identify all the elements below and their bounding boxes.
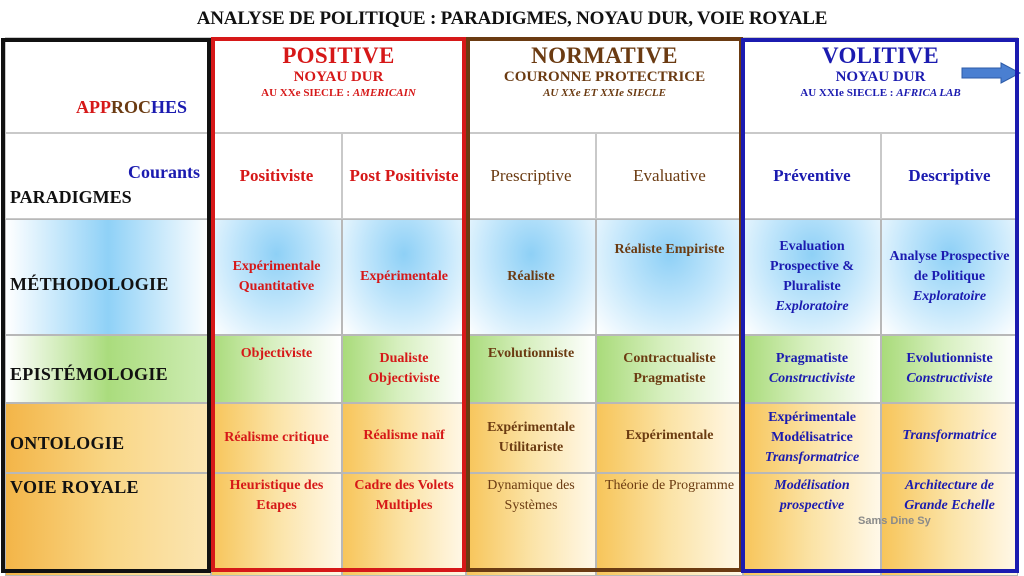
cell-meth-evaluative: Réaliste Empiriste <box>596 219 743 335</box>
cell-ont-preventive-main: Expérimentale Modélisatrice <box>768 410 856 445</box>
row-label-epistemologie: EPISTÉMOLOGIE <box>10 364 168 384</box>
cell-epi-preventive <box>743 335 881 403</box>
row-label-methodologie: MÉTHODOLOGIE <box>10 274 169 294</box>
cell-epi-descriptive-italic: Constructiviste <box>906 371 993 386</box>
cell-meth-descriptive <box>881 219 1018 335</box>
cell-ont-descriptive-italic: Transformatrice <box>902 428 997 443</box>
cell-epi-positiviste: Objectiviste <box>211 335 342 403</box>
positive-header <box>211 44 466 100</box>
cell-ont-preventive <box>743 403 881 473</box>
courant-evaluative: Evaluative <box>596 133 743 219</box>
cell-ont-post-positiviste: Réalisme naïf <box>342 403 466 473</box>
cell-epi-descriptive <box>881 335 1018 403</box>
cell-voie-positiviste: Heuristique des Etapes <box>211 473 342 576</box>
normative-title: NORMATIVE <box>531 43 678 68</box>
cell-voie-descriptive-italic: Architecture de Grande Echelle <box>904 478 995 513</box>
cell-meth-descriptive-italic: Exploratoire <box>912 289 987 304</box>
approches-part-3: HES <box>151 97 188 117</box>
header-corner <box>5 37 211 133</box>
cell-ont-descriptive <box>881 403 1018 473</box>
cell-meth-preventive <box>743 219 881 335</box>
positive-subtitle: NOYAU DUR <box>293 69 384 85</box>
positive-era-label: AU XXe SIECLE : <box>261 87 353 99</box>
cell-ont-positiviste: Réalisme critique <box>211 403 342 473</box>
right-arrow-icon <box>961 62 1021 84</box>
normative-subtitle: COURONNE PROTECTRICE <box>503 69 706 85</box>
cell-voie-evaluative: Théorie de Programme <box>596 473 743 576</box>
courant-prescriptive: Prescriptive <box>466 133 596 219</box>
approches-label <box>76 97 187 118</box>
cell-voie-prescriptive: Dynamique des Systèmes <box>466 473 596 576</box>
approches-part-2: ROC <box>111 97 151 117</box>
cell-meth-preventive-main: Evaluation Prospective & Pluraliste <box>769 239 855 294</box>
cell-meth-preventive-italic: Exploratoire <box>775 299 849 314</box>
positive-title: POSITIVE <box>282 43 395 68</box>
volitive-era-italic: AFRICA LAB <box>896 87 961 99</box>
courant-post-positiviste: Post Positiviste <box>342 133 466 219</box>
cell-epi-evaluative: Contractualiste Pragmatiste <box>596 335 743 403</box>
normative-era: AU XXe ET XXIe SIECLE <box>543 87 666 99</box>
cell-ont-preventive-italic: Transformatrice <box>764 450 860 465</box>
volitive-era <box>743 86 1018 100</box>
row-label-ontologie: ONTOLOGIE <box>10 433 125 453</box>
cell-meth-positiviste: Expérimentale Quantitative <box>211 219 342 335</box>
positive-era-italic: AMERICAIN <box>352 87 416 99</box>
courant-positiviste: Positiviste <box>211 133 342 219</box>
cell-meth-descriptive-main: Analyse Prospective de Politique <box>889 249 1010 284</box>
page-title: ANALYSE DE POLITIQUE : PARADIGMES, NOYAU DUR, VOIE ROYALE <box>196 8 828 29</box>
cell-epi-preventive-main: Pragmatiste <box>775 351 849 366</box>
positive-era <box>211 86 466 100</box>
cell-meth-prescriptive: Réaliste <box>466 219 596 335</box>
cell-ont-prescriptive: Expérimentale Utilitariste <box>466 403 596 473</box>
courant-descriptive: Descriptive <box>881 133 1018 219</box>
volitive-subtitle: NOYAU DUR <box>835 69 926 85</box>
courants-label: Courants <box>128 162 201 182</box>
volitive-title: VOLITIVE <box>822 43 939 68</box>
cell-ont-evaluative: Expérimentale <box>596 403 743 473</box>
cell-epi-descriptive-main: Evolutionniste <box>906 351 993 366</box>
cell-meth-post-positiviste: Expérimentale <box>342 219 466 335</box>
cell-voie-preventive-italic: Modélisation prospective <box>774 478 850 513</box>
courant-preventive: Préventive <box>743 133 881 219</box>
cell-epi-post-positiviste: Dualiste Objectiviste <box>342 335 466 403</box>
volitive-era-label: AU XXIe SIECLE : <box>800 87 897 99</box>
row-label-voie-royale: VOIE ROYALE <box>10 477 139 497</box>
paradigmes-label: PARADIGMES <box>10 187 132 207</box>
cell-voie-post-positiviste: Cadre des Volets Multiples <box>342 473 466 576</box>
author-signature: Sams Dine Sy <box>858 515 931 527</box>
cell-epi-preventive-italic: Constructiviste <box>768 371 856 386</box>
cell-epi-prescriptive: Evolutionniste <box>466 335 596 403</box>
approches-part-1: APP <box>76 97 111 117</box>
normative-header <box>466 44 743 100</box>
